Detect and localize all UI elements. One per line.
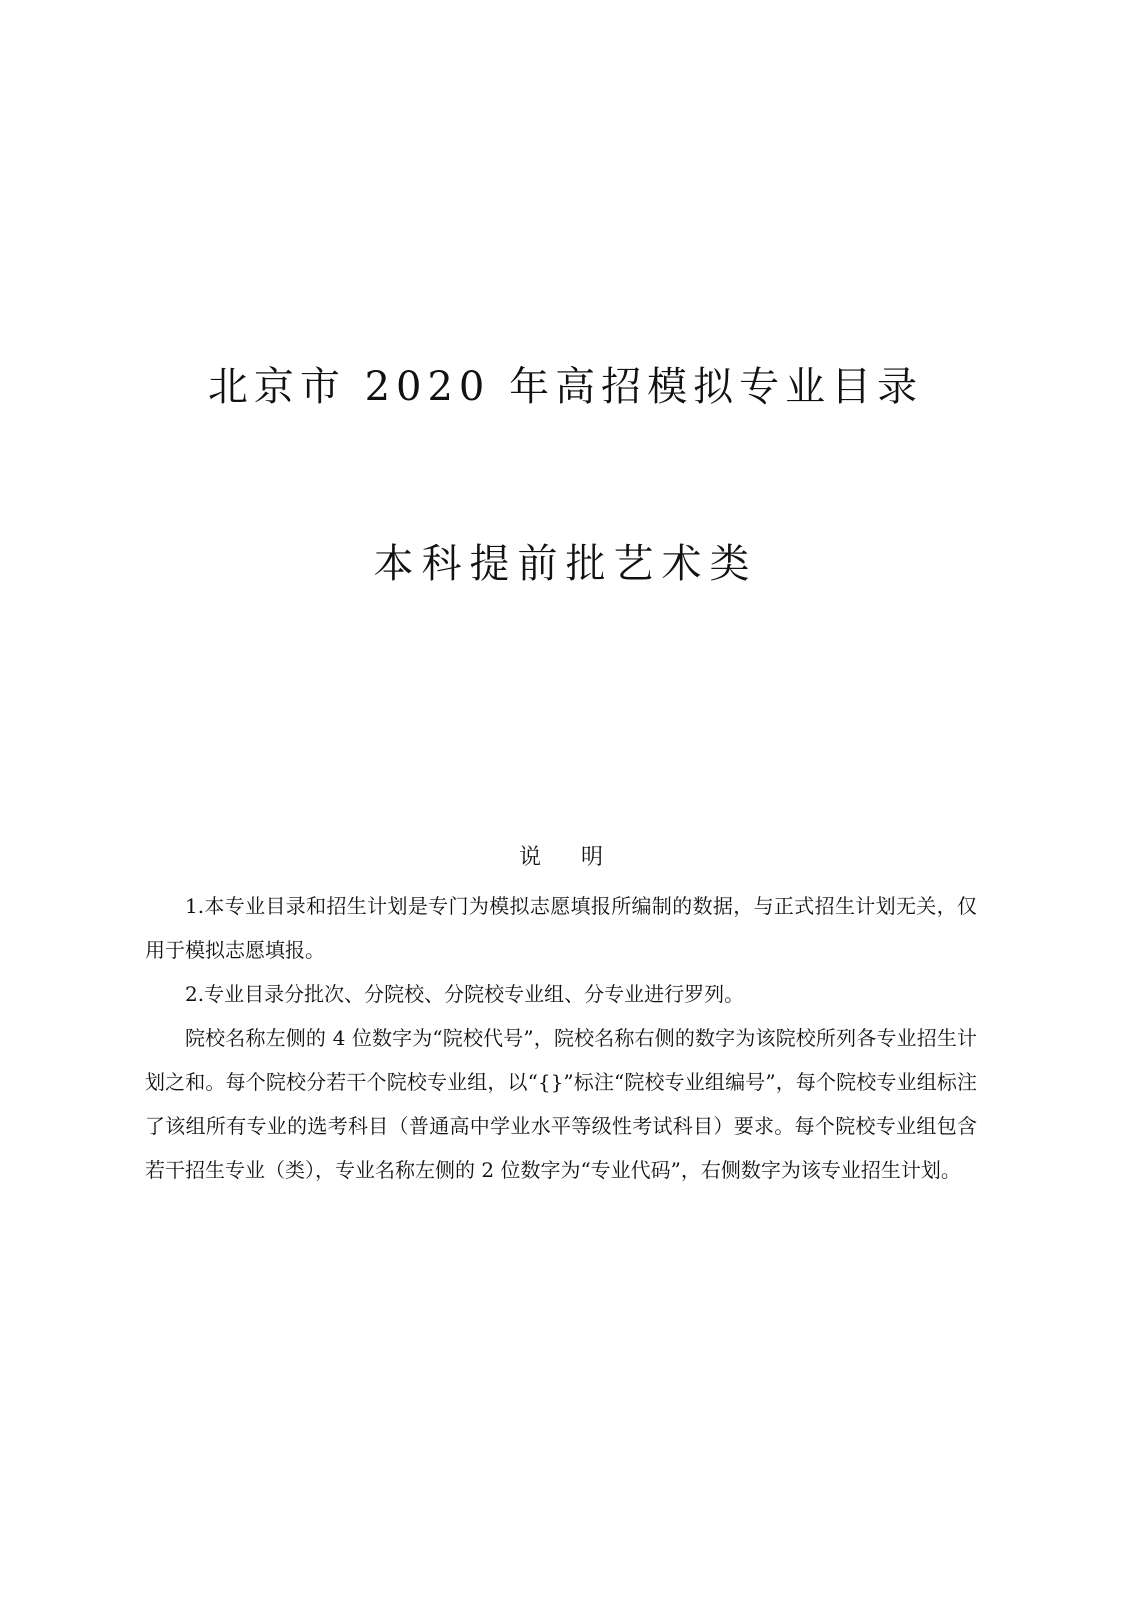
notes-paragraph-1: 1.本专业目录和招生计划是专门为模拟志愿填报所编制的数据，与正式招生计划无关，仅用于模拟志愿填报。 bbox=[145, 894, 977, 962]
notes-paragraph-2: 2.专业目录分批次、分院校、分院校专业组、分专业进行罗列。 bbox=[185, 982, 745, 1006]
notes-section bbox=[145, 836, 977, 1192]
notes-heading: 说明 bbox=[518, 845, 643, 870]
document-title: 北京市 2020 年高招模拟专业目录 bbox=[207, 364, 924, 410]
document-subtitle: 本科提前批艺术类 bbox=[373, 541, 758, 587]
notes-paragraph-3: 院校名称左侧的 4 位数字为“院校代号”，院校名称右侧的数字为该院校所列各专业招生计划之和。每个院校分若干个院校专业组，以“{}”标注“院校专业组编号”，每个院校专业组标注了该组所有专业的选考科目（普通高中学业水平等级性考试科目）要求。每个院校专业组包含若干招生专业（类），专业名称左侧的 2 位数字为“专业代码”，右侧数字为该专业招生计划。 bbox=[145, 1026, 977, 1182]
